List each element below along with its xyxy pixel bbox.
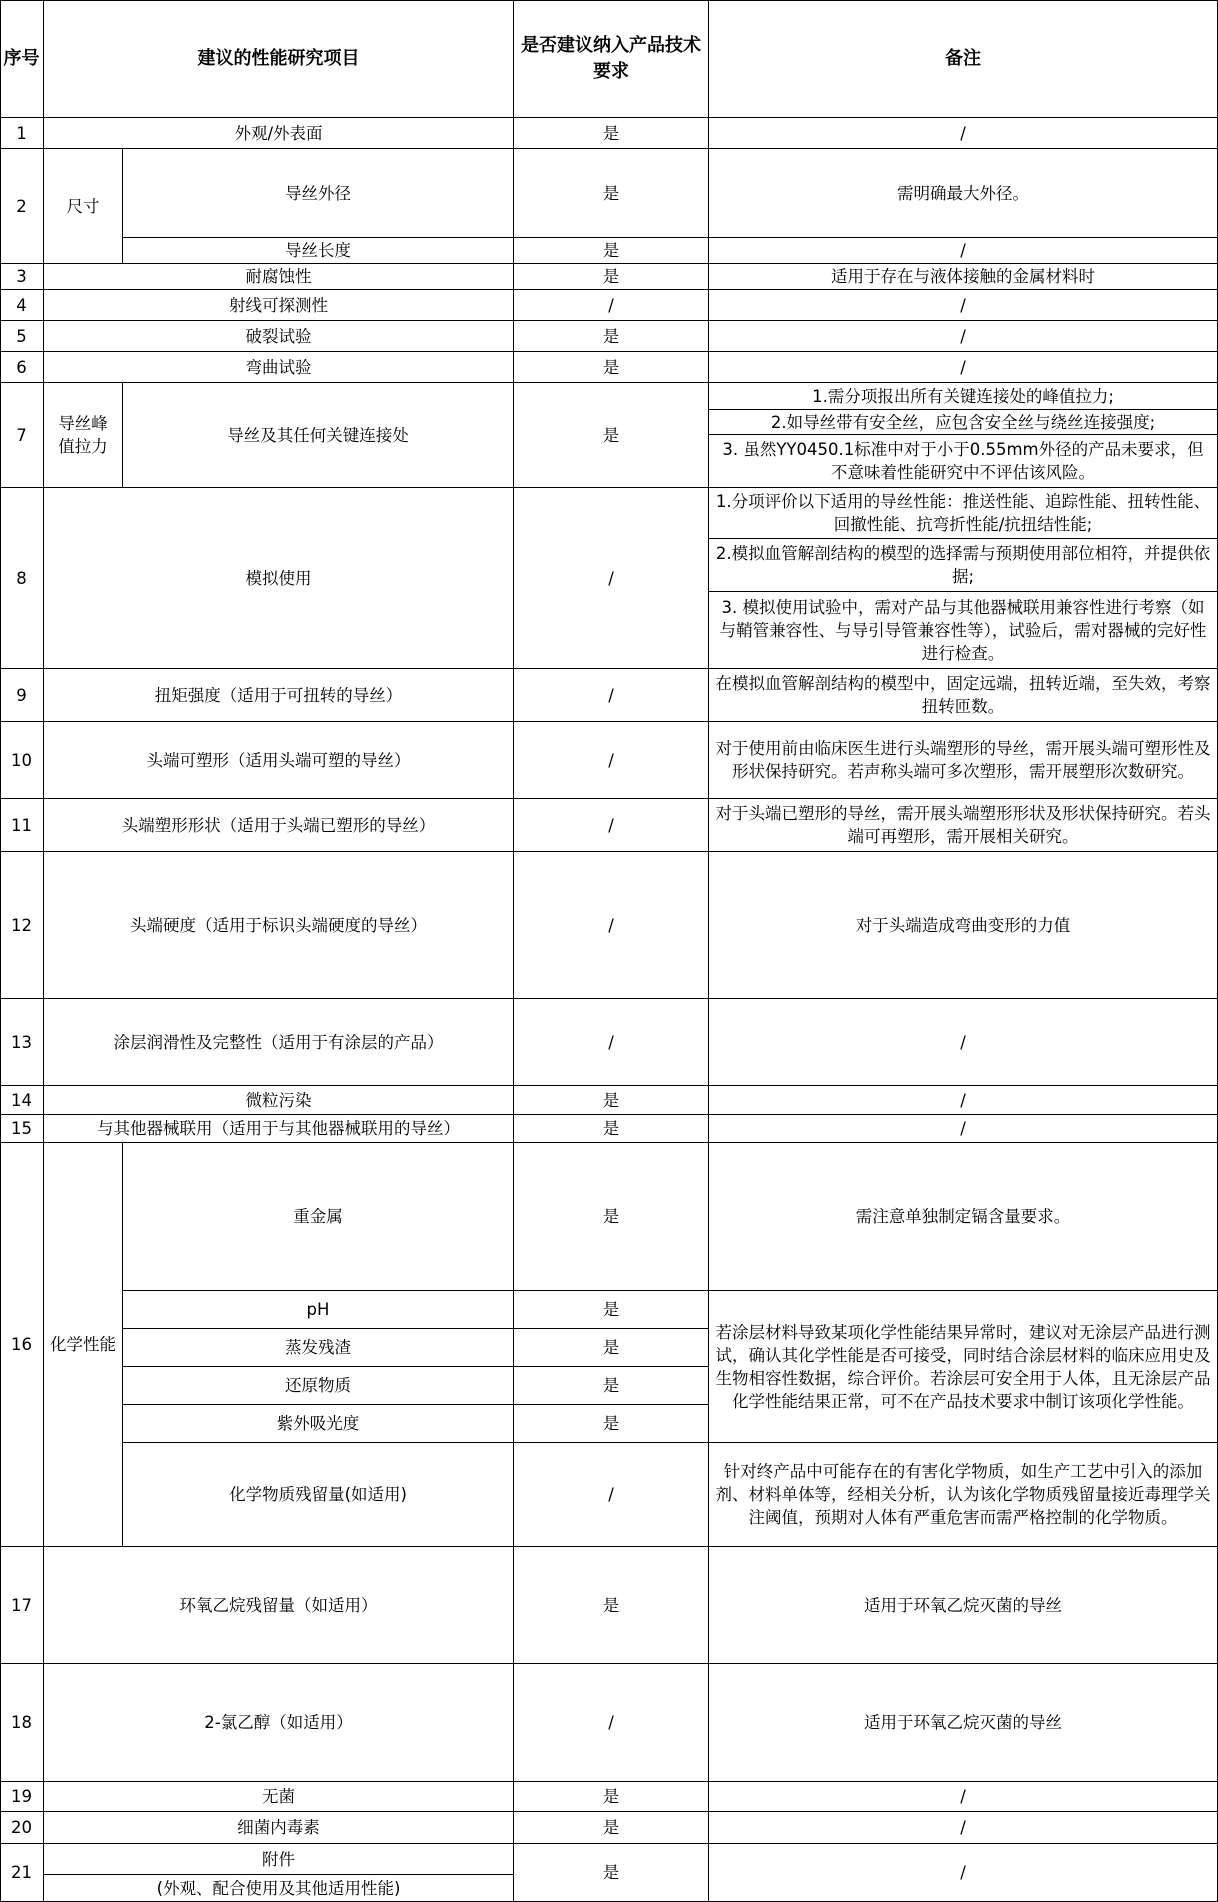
row-include: / (514, 1443, 709, 1547)
row-item: 弯曲试验 (44, 352, 514, 383)
row-subitem: 紫外吸光度 (123, 1405, 514, 1443)
row-include: / (514, 669, 709, 722)
row-remark: 适用于环氧乙烷灭菌的导丝 (709, 1664, 1218, 1782)
row-include: 是 (514, 1291, 709, 1329)
row-remark: / (709, 290, 1218, 321)
row-remark: / (709, 1782, 1218, 1812)
row-remark: / (709, 1115, 1218, 1143)
row-remark: / (709, 118, 1218, 149)
row-no: 12 (0, 852, 44, 999)
row-remark: 对于头端已塑形的导丝，需开展头端塑形形状及形状保持研究。若头端可再塑形，需开展相关研究。 (709, 799, 1218, 852)
row-no: 13 (0, 999, 44, 1086)
row-include: 是 (514, 238, 709, 264)
row-include: / (514, 722, 709, 799)
row-remark: / (709, 352, 1218, 383)
row-remark: / (709, 238, 1218, 264)
row-no: 1 (0, 118, 44, 149)
row-remark: 需明确最大外径。 (709, 149, 1218, 238)
row-item: 头端可塑形（适用头端可塑的导丝） (44, 722, 514, 799)
row-include: / (514, 999, 709, 1086)
row-item: 无菌 (44, 1782, 514, 1812)
row-remark: 3. 模拟使用试验中，需对产品与其他器械联用兼容性进行考察（如与鞘管兼容性、与导引导管兼容性等），试验后，需对器械的完好性进行检查。 (709, 592, 1218, 669)
row-include: 是 (514, 1367, 709, 1405)
row-include: / (514, 488, 709, 669)
header-no: 序号 (0, 0, 44, 118)
row-no: 5 (0, 321, 44, 352)
row-item: 细菌内毒素 (44, 1812, 514, 1844)
row-no: 9 (0, 669, 44, 722)
row-remark: 对于使用前由临床医生进行头端塑形的导丝，需开展头端可塑形性及形状保持研究。若声称头端可多次塑形，需开展塑形次数研究。 (709, 722, 1218, 799)
row-item-note: (外观、配合使用及其他适用性能) (44, 1875, 514, 1902)
row-item: 外观/外表面 (44, 118, 514, 149)
row-item: 射线可探测性 (44, 290, 514, 321)
row-include: 是 (514, 1844, 709, 1902)
row-subitem: 导丝长度 (123, 238, 514, 264)
row-subitem: 重金属 (123, 1143, 514, 1291)
row-include: / (514, 799, 709, 852)
row-remark: 对于头端造成弯曲变形的力值 (709, 852, 1218, 999)
row-item: 头端塑形形状（适用于头端已塑形的导丝） (44, 799, 514, 852)
row-item: 2-氯乙醇（如适用） (44, 1664, 514, 1782)
row-include: 是 (514, 1143, 709, 1291)
row-remark: / (709, 999, 1218, 1086)
row-remark: 2.模拟血管解剖结构的模型的选择需与预期使用部位相符，并提供依据; (709, 539, 1218, 592)
row-include: 是 (514, 1782, 709, 1812)
row-include: 是 (514, 264, 709, 290)
row-remark: / (709, 321, 1218, 352)
row-item: 微粒污染 (44, 1086, 514, 1115)
row-no: 19 (0, 1782, 44, 1812)
row-include: / (514, 290, 709, 321)
row-remark: / (709, 1086, 1218, 1115)
row-remark-shared: 若涂层材料导致某项化学性能结果异常时，建议对无涂层产品进行测试，确认其化学性能是否可接受，同时结合涂层材料的临床应用史及生物相容性数据，综合评价。若涂层可安全用于人体，且无涂层产品化学性能结果正常，可不在产品技术要求中制订该项化学性能。 (709, 1291, 1218, 1443)
row-include: 是 (514, 1405, 709, 1443)
row-include: / (514, 1664, 709, 1782)
header-include: 是否建议纳入产品技术要求 (514, 0, 709, 118)
row-include: 是 (514, 149, 709, 238)
row-group: 化学性能 (44, 1143, 123, 1547)
row-no: 2 (0, 149, 44, 264)
row-no: 10 (0, 722, 44, 799)
row-remark: 3. 虽然YY0450.1标准中对于小于0.55mm外径的产品未要求，但不意味着性能研究中不评估该风险。 (709, 435, 1218, 488)
row-remark: 2.如导丝带有安全丝，应包含安全丝与绕丝连接强度; (709, 410, 1218, 435)
row-item: 耐腐蚀性 (44, 264, 514, 290)
row-no: 16 (0, 1143, 44, 1547)
row-include: 是 (514, 1547, 709, 1664)
row-include: 是 (514, 1086, 709, 1115)
row-include: 是 (514, 383, 709, 488)
row-remark: 需注意单独制定镉含量要求。 (709, 1143, 1218, 1291)
row-include: 是 (514, 321, 709, 352)
row-include: 是 (514, 118, 709, 149)
row-subitem: 导丝及其任何关键连接处 (123, 383, 514, 488)
row-item: 模拟使用 (44, 488, 514, 669)
row-remark: 针对终产品中可能存在的有害化学物质，如生产工艺中引入的添加剂、材料单体等，经相关分析，认为该化学物质残留量接近毒理学关注阈值，预期对人体有严重危害而需严格控制的化学物质。 (709, 1443, 1218, 1547)
row-item: 涂层润滑性及完整性（适用于有涂层的产品） (44, 999, 514, 1086)
row-item: 破裂试验 (44, 321, 514, 352)
row-remark: / (709, 1844, 1218, 1902)
row-remark: 1.需分项报出所有关键连接处的峰值拉力; (709, 383, 1218, 410)
row-remark: 1.分项评价以下适用的导丝性能：推送性能、追踪性能、扭转性能、回撤性能、抗弯折性能/抗扭结性能; (709, 488, 1218, 539)
row-no: 20 (0, 1812, 44, 1844)
row-no: 21 (0, 1844, 44, 1902)
row-item: 环氧乙烷残留量（如适用） (44, 1547, 514, 1664)
row-subitem: 还原物质 (123, 1367, 514, 1405)
row-include: 是 (514, 1812, 709, 1844)
row-no: 3 (0, 264, 44, 290)
row-include: 是 (514, 352, 709, 383)
row-group: 尺寸 (44, 149, 123, 264)
row-include: 是 (514, 1115, 709, 1143)
header-item: 建议的性能研究项目 (44, 0, 514, 118)
row-item: 附件 (44, 1844, 514, 1875)
row-no: 11 (0, 799, 44, 852)
row-include: 是 (514, 1329, 709, 1367)
row-include: / (514, 852, 709, 999)
row-item: 与其他器械联用（适用于与其他器械联用的导丝） (44, 1115, 514, 1143)
row-remark: 在模拟血管解剖结构的模型中，固定远端，扭转近端，至失效，考察扭转匝数。 (709, 669, 1218, 722)
row-remark: 适用于存在与液体接触的金属材料时 (709, 264, 1218, 290)
row-no: 7 (0, 383, 44, 488)
row-no: 14 (0, 1086, 44, 1115)
row-group: 导丝峰值拉力 (44, 383, 123, 488)
row-no: 18 (0, 1664, 44, 1782)
row-subitem: 化学物质残留量(如适用) (123, 1443, 514, 1547)
header-remark: 备注 (709, 0, 1218, 118)
row-subitem: 导丝外径 (123, 149, 514, 238)
row-no: 17 (0, 1547, 44, 1664)
row-item: 头端硬度（适用于标识头端硬度的导丝） (44, 852, 514, 999)
row-remark: / (709, 1812, 1218, 1844)
row-item: 扭矩强度（适用于可扭转的导丝） (44, 669, 514, 722)
row-no: 4 (0, 290, 44, 321)
row-no: 6 (0, 352, 44, 383)
row-no: 15 (0, 1115, 44, 1143)
row-subitem: 蒸发残渣 (123, 1329, 514, 1367)
row-no: 8 (0, 488, 44, 669)
row-remark: 适用于环氧乙烷灭菌的导丝 (709, 1547, 1218, 1664)
row-subitem: pH (123, 1291, 514, 1329)
